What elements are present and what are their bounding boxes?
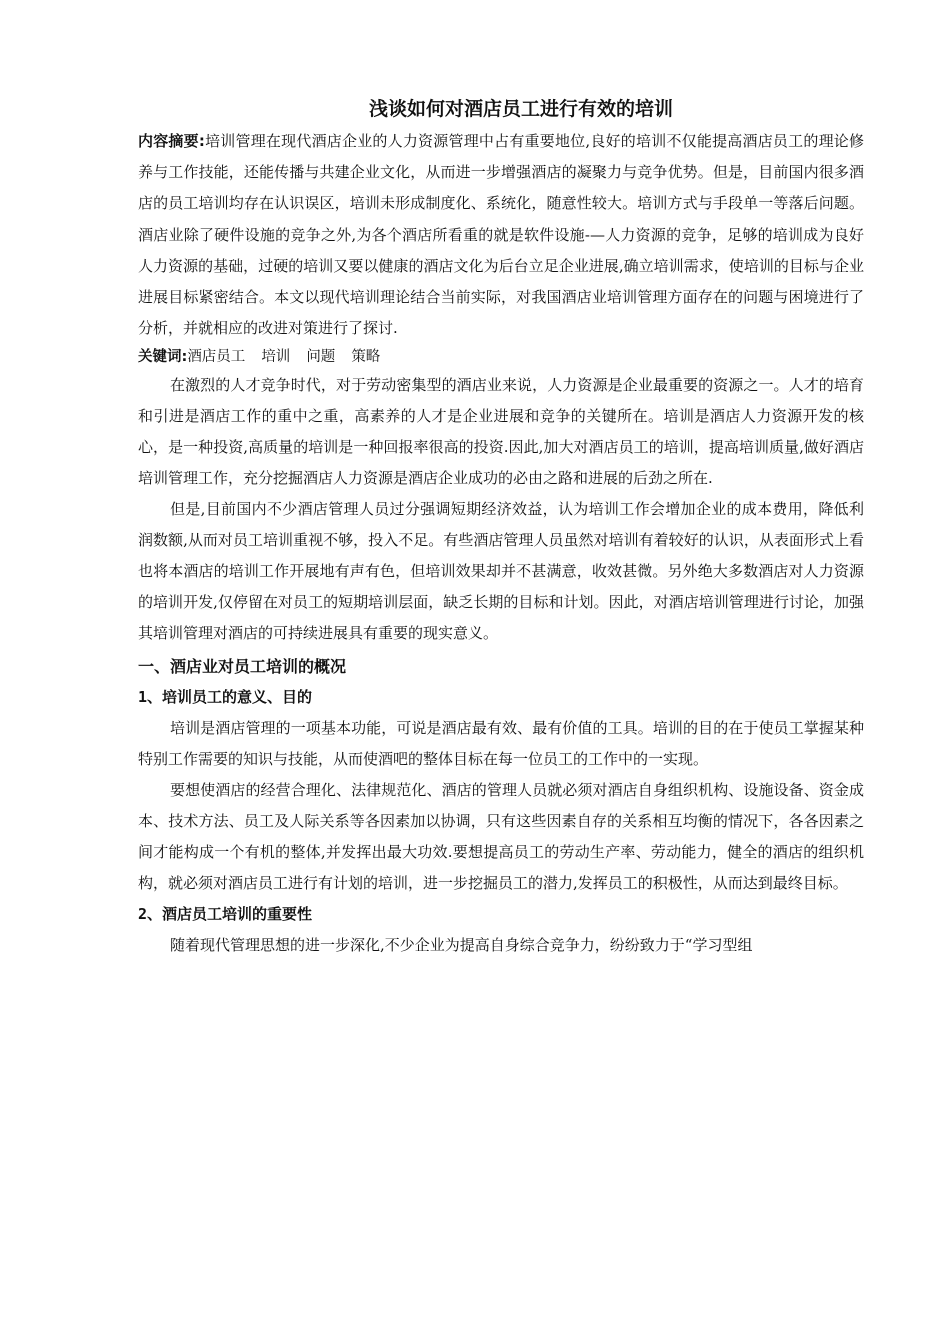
document-title: 浅谈如何对酒店员工进行有效的培训 <box>368 98 673 120</box>
keyword: 问题 <box>306 349 336 366</box>
subsection-heading: 1、培训员工的意义、目的 <box>138 688 313 707</box>
abstract-text: 培训管理在现代酒店企业的人力资源管理中占有重要地位,良好的培训不仅能提高酒店员工的理论修养与工作技能，还能传播与共建企业文化，从而进一步增强酒店的凝聚力与竞争优势。但是，目前国内很多酒店的员工培训均存在认识误区，培训未形成制度化、系统化，随意性较大。培训方式与手段单一等落后问题。酒店业除了硬件设施的竞争之外,为各个酒店所看重的就是软件设施-—人力资源的竞争，足够的培训成为良好人力资源的基础，过硬的培训又要以健康的酒店文化为后台立足企业进展,确立培训需求，使培训的目标与企业进展目标紧密结合。本文以现代培训理论结合当前实际，对我国酒店业培训管理方面存在的问题与困境进行了分析，并就相应的改进对策进行了探讨. <box>138 132 864 338</box>
subsection-heading: 2、酒店员工培训的重要性 <box>138 905 313 924</box>
body-paragraph: 要想使酒店的经营合理化、法律规范化、酒店的管理人员就必须对酒店自身组织机构、设施设备、资金成本、技术方法、员工及人际关系等各因素加以协调，只有这些因素自存的关系相互均衡的情况下，各各因素之间才能构成一个有机的整体,并发挥出最大功效.要想提高员工的劳动生产率、劳动能力，健全的酒店的组织机构，就必须对酒店员工进行有计划的培训，进一步挖掘员工的潜力,发挥员工的积极性，从而达到最终目标。 <box>138 781 864 893</box>
keywords-label: 关键词: <box>138 349 188 366</box>
body-paragraph: 随着现代管理思想的进一步深化,不少企业为提高自身综合竞争力，纷纷致力于“学习型组 <box>170 936 753 955</box>
keyword: 培训 <box>261 349 291 366</box>
document-page <box>138 92 864 961</box>
keywords <box>138 344 864 370</box>
body-paragraph: 但是,目前国内不少酒店管理人员过分强调短期经济效益，认为培训工作会增加企业的成本费用，降低利润数额,从而对员工培训重视不够，投入不足。有些酒店管理人员虽然对培训有着较好的认识，从表面形式上看也将本酒店的培训工作开展地有声有色，但培训效果却并不甚满意，收效甚微。另外绝大多数酒店对人力资源的培训开发,仅停留在对员工的短期培训层面，缺乏长期的目标和计划。因此，对酒店培训管理进行讨论，加强其培训管理对酒店的可持续进展具有重要的现实意义。 <box>138 500 864 643</box>
body-paragraph: 在激烈的人才竞争时代，对于劳动密集型的酒店业来说，人力资源是企业最重要的资源之一。人才的培育和引进是酒店工作的重中之重，高素养的人才是企业进展和竞争的关键所在。培训是酒店人力资源开发的核心，是一种投资,高质量的培训是一种回报率很高的投资.因此,加大对酒店员工的培训，提高培训质量,做好酒店培训管理工作，充分挖掘酒店人力资源是酒店企业成功的必由之路和进展的后劲之所在. <box>138 376 864 488</box>
keyword: 策略 <box>351 349 381 366</box>
abstract-label: 内容摘要: <box>138 132 205 150</box>
abstract <box>138 126 864 344</box>
section-heading: 一、酒店业对员工培训的概况 <box>138 657 347 677</box>
keyword: 酒店员工 <box>187 349 246 366</box>
body-paragraph: 培训是酒店管理的一项基本功能，可说是酒店最有效、最有价值的工具。培训的目的在于使员工掌握某种特别工作需要的知识与技能，从而使酒吧的整体目标在每一位员工的工作中的一实现。 <box>138 719 864 769</box>
